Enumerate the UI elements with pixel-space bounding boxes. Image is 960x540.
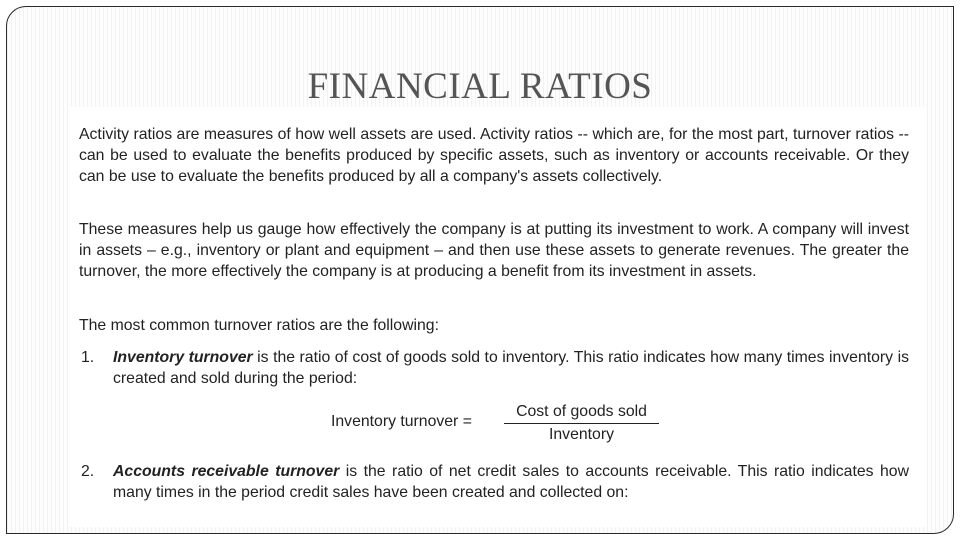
slide-title: FINANCIAL RATIOS — [307, 66, 653, 107]
term-inventory-turnover: Inventory turnover — [113, 349, 253, 366]
formula-fraction — [504, 402, 659, 446]
slide — [6, 6, 954, 534]
formula-numerator: Cost of goods sold — [504, 402, 659, 424]
content-image — [69, 107, 927, 527]
term-accounts-receivable-turnover: Accounts receivable turnover — [113, 463, 340, 480]
paragraph-common-ratios: The most common turnover ratios are the following: — [79, 317, 439, 334]
list-item-number: 1. — [81, 349, 95, 366]
list-item-inventory-turnover — [81, 347, 909, 389]
formula-inventory-turnover — [331, 402, 671, 448]
list-item-accounts-receivable-turnover — [81, 461, 909, 503]
list-item-text: is the ratio of cost of goods sold to inventory. This ratio indicates how many times inventory is created and sold during the period: — [113, 349, 909, 387]
formula-denominator: Inventory — [549, 426, 614, 443]
list-item-number: 2. — [81, 463, 95, 480]
formula-lhs: Inventory turnover = — [331, 413, 472, 430]
list-item-text: is the ratio of net credit sales to accounts receivable. This ratio indicates how many times in the period credit sales have been created and collected on: — [113, 463, 909, 501]
paragraph-activity-ratios: Activity ratios are measures of how well assets are used. Activity ratios -- which are, for the most part, turnover ratios -- can be used to evaluate the benefits produced by specific assets, such as inventory or accounts receivable. Or they can be use to evaluate the benefits produced by all a company's assets collectively. — [79, 126, 909, 185]
paragraph-measures: These measures help us gauge how effectively the company is at putting its investment to work. A company will invest in assets – e.g., inventory or plant and equipment – and then use these assets to generate revenues. The greater the turnover, the more effectively the company is at producing a benefit from its investment in assets. — [79, 221, 909, 280]
